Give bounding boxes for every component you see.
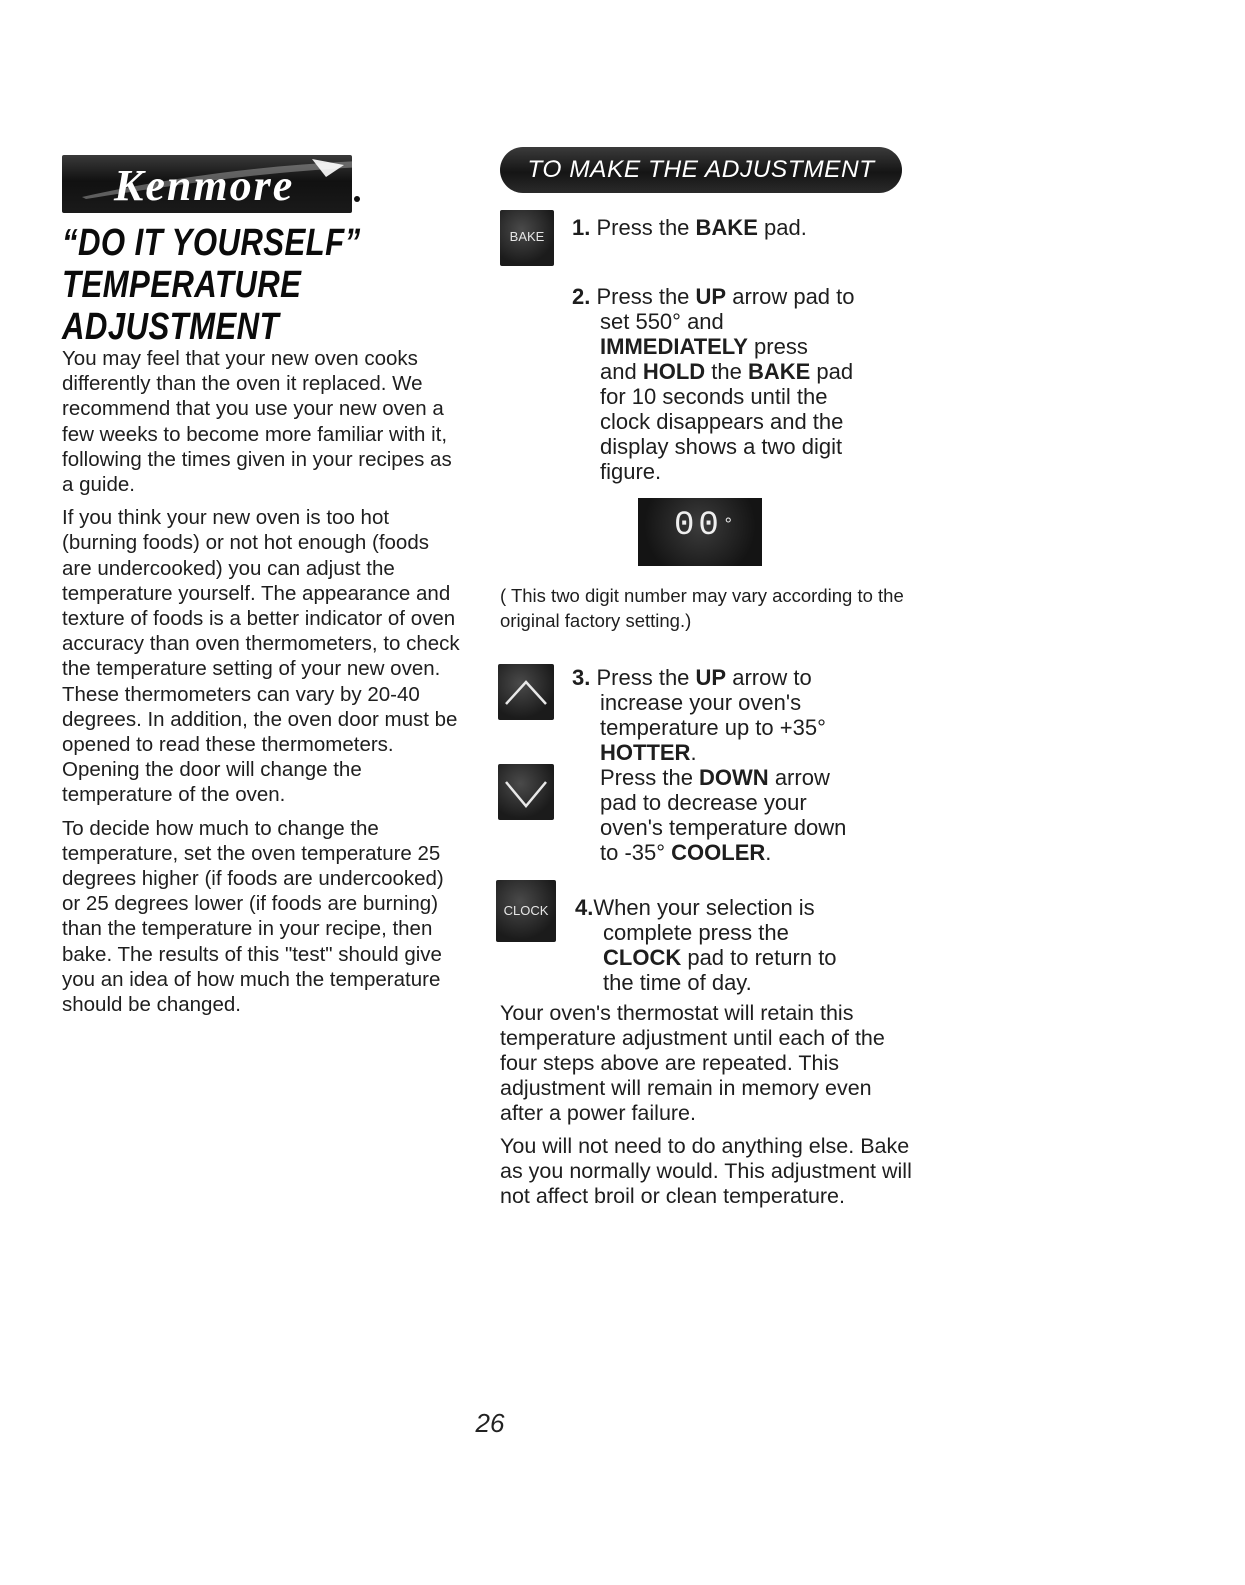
page-title (62, 222, 361, 348)
step-keyword: DOWN (699, 765, 769, 790)
clock-pad: CLOCK (496, 880, 556, 942)
down-arrow-pad (498, 764, 554, 820)
step-2 (572, 284, 912, 484)
step-number: 2. (572, 284, 591, 309)
step-keyword: COOLER (671, 840, 766, 865)
page-number: 26 (475, 1408, 505, 1438)
step-text: display shows a two digit (600, 434, 843, 459)
step-text: increase your oven's (600, 690, 802, 715)
closing-paragraph-2: You will not need to do anything else. Bake as you normally would. This adjustment will not affect broil or clean temperature. (500, 1134, 912, 1208)
step-text: the time of day. (603, 970, 752, 995)
step-number: 1. (572, 215, 591, 240)
logo-text: Kenmore (114, 161, 295, 210)
title-line-3: ADJUSTMENT (62, 306, 280, 348)
display-note: ( This two digit number may vary according to the original factory setting.) (500, 585, 904, 631)
step-keyword: UP (695, 665, 727, 690)
step-keyword: IMMEDIATELY (600, 334, 748, 359)
step-text: Press the (596, 284, 696, 309)
step-keyword: UP (695, 284, 727, 309)
display-value: 00 (674, 507, 723, 545)
step-text: . (690, 740, 697, 765)
step-text: Press the (600, 765, 700, 790)
bake-pad: BAKE (500, 210, 554, 266)
step-text: temperature up to +35° (600, 715, 826, 740)
step-1 (572, 215, 912, 240)
step-text: figure. (600, 459, 662, 484)
step-text: oven's temperature down (600, 815, 847, 840)
step-4 (575, 895, 915, 995)
step-text: pad (810, 359, 854, 384)
step-text: pad to decrease your (600, 790, 807, 815)
step-number: 3. (572, 665, 591, 690)
step-text: Press the (596, 665, 696, 690)
up-arrow-pad (498, 664, 554, 720)
step-text: for 10 seconds until the (600, 384, 828, 409)
intro-paragraph-3: To decide how much to change the temperature, set the oven temperature 25 degrees higher (if foods are undercooked) or 25 degrees lower (if foods are burning) than the temperature in your recipe, then bake. The results of this "test" should give you an idea of how much the temperature should be changed. (62, 816, 444, 1017)
step-text: arrow pad to (726, 284, 855, 309)
title-line-2: TEMPERATURE (62, 264, 302, 306)
intro-paragraph-2: If you think your new oven is too hot (burning foods) or not hot enough (foods are undercooked) you can adjust the temperature yourself. The appearance and texture of foods is a better indicator of oven accuracy than oven thermometers, to check the temperature setting of your new oven. These thermometers can vary by 20-40 degrees. In addition, the oven door must be opened to read these thermometers. Opening the door will change the temperature of the oven. (62, 506, 460, 807)
logo-trademark-dot (354, 196, 360, 202)
closing-text (500, 1001, 920, 1217)
step-text: . (765, 840, 772, 865)
step-text: Press the (596, 215, 696, 240)
step-text: to -35° (600, 840, 672, 865)
title-line-1: “DO IT YOURSELF” (62, 222, 361, 264)
display-digits (674, 506, 738, 546)
step-text: When your selection is (593, 895, 815, 920)
step-text: arrow (768, 765, 830, 790)
step-text: and (600, 359, 643, 384)
step-text: complete press the (603, 920, 789, 945)
step-text: the (705, 359, 748, 384)
up-arrow-icon (498, 664, 554, 720)
display-degree-symbol: ° (722, 516, 738, 536)
kenmore-logo (62, 155, 352, 213)
step-text: pad to return to (681, 945, 837, 970)
step-keyword: HOLD (642, 359, 706, 384)
step-text: pad. (757, 215, 807, 240)
section-banner: TO MAKE THE ADJUSTMENT (500, 147, 902, 193)
intro-text (62, 346, 462, 1025)
step-3 (572, 665, 912, 865)
closing-paragraph-1: Your oven's thermostat will retain this temperature adjustment until each of the four steps above are repeated. This adjustment will remain in memory even after a power failure. (500, 1001, 885, 1125)
step-text: set 550° and (600, 309, 724, 334)
step-text: clock disappears and the (600, 409, 844, 434)
step-number: 4. (575, 895, 594, 920)
step-keyword: HOTTER (600, 740, 691, 765)
down-arrow-icon (498, 764, 554, 820)
step-keyword: BAKE (747, 359, 811, 384)
step-keyword: CLOCK (603, 945, 682, 970)
intro-paragraph-1: You may feel that your new oven cooks differently than the oven it replaced. We recommend that you use your new oven a few weeks to become more familiar with it, following the times given in your recipes as a guide. (62, 347, 452, 497)
step-text: arrow to (726, 665, 812, 690)
step-keyword: BAKE (695, 215, 758, 240)
oven-display (638, 498, 762, 566)
step-text: press (747, 334, 808, 359)
